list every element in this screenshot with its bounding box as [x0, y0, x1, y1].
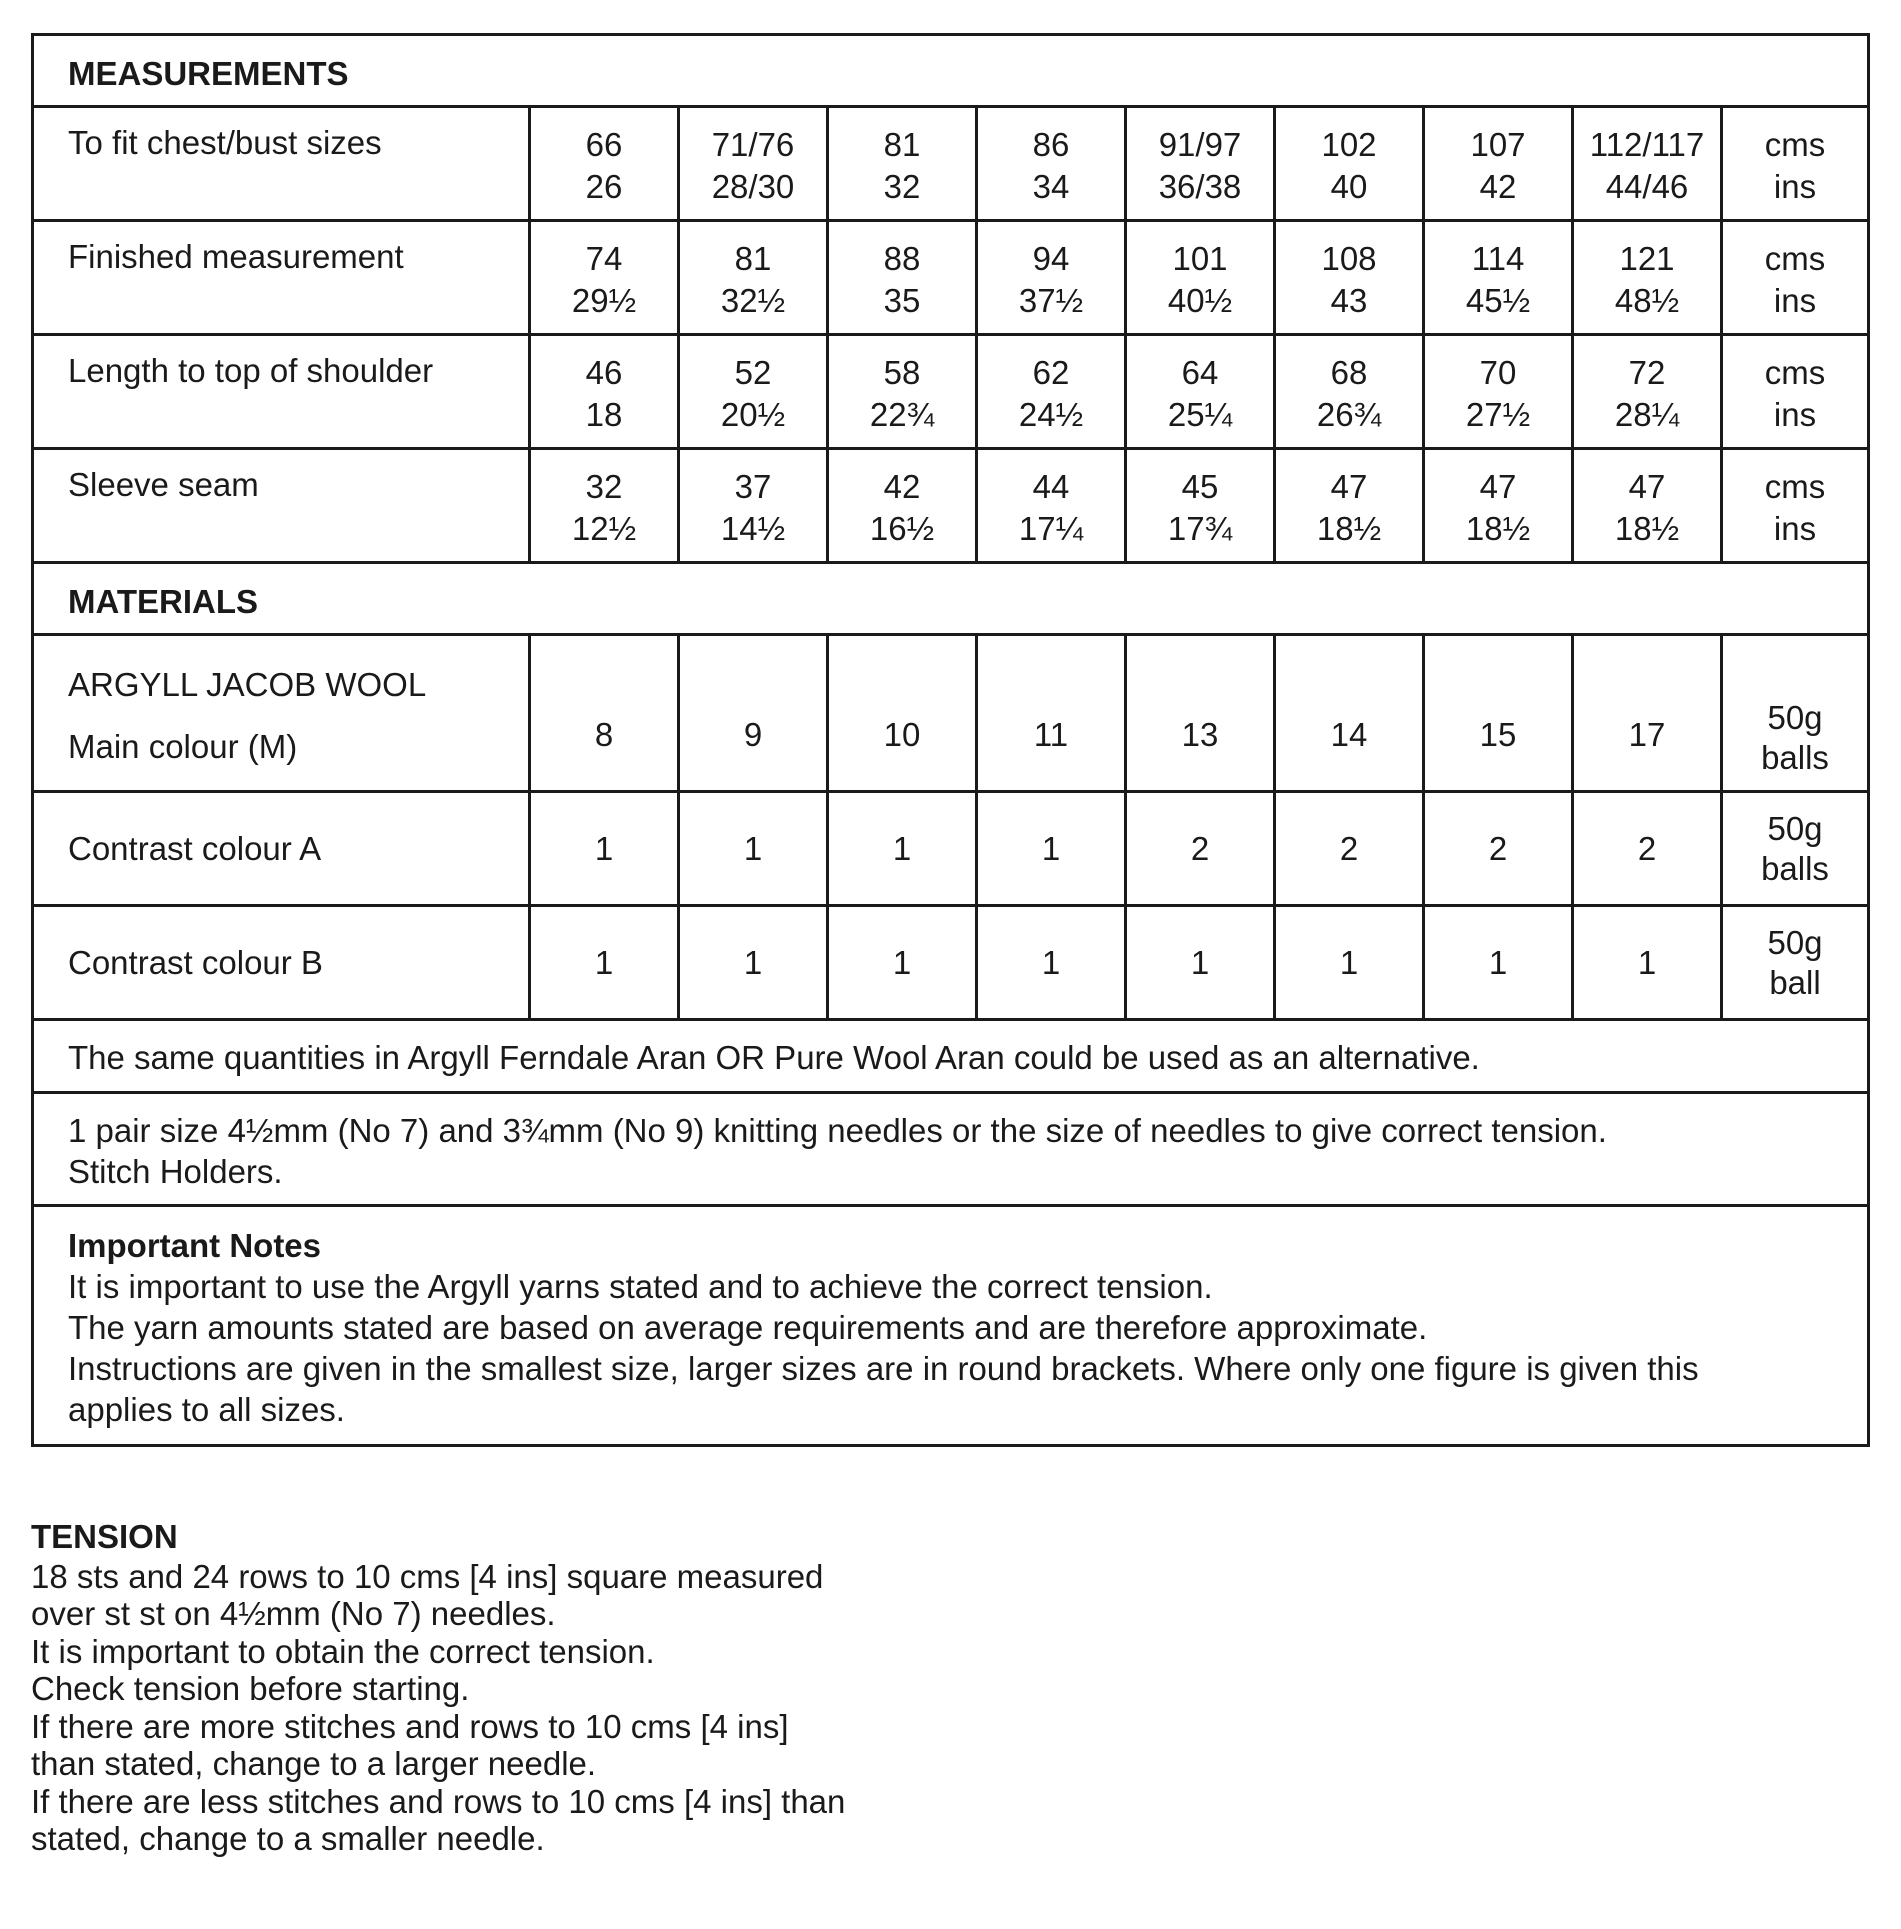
size-cell: 101 40½	[1127, 222, 1276, 333]
quantity-cell: 14	[1276, 636, 1425, 790]
unit-cell: 50g balls	[1761, 809, 1829, 887]
unit-cell: cms ins	[1764, 126, 1826, 205]
size-cell: 94 37½	[978, 222, 1127, 333]
row-label: Contrast colour A	[34, 793, 531, 904]
size-cell: 81 32½	[680, 222, 829, 333]
size-cell: 74 29½	[531, 222, 680, 333]
size-cell: 114 45½	[1425, 222, 1574, 333]
unit-cell: cms ins	[1764, 354, 1826, 433]
tension-line: If there are more stitches and rows to 10 cms [4 ins]	[31, 1707, 789, 1745]
row-label: Length to top of shoulder	[34, 336, 531, 447]
notes-line: The yarn amounts stated are based on average requirements and are therefore approximate.	[68, 1309, 1428, 1346]
measurement-row-chest	[34, 108, 1867, 222]
size-cell: 108 43	[1276, 222, 1425, 333]
notes-line: applies to all sizes.	[68, 1391, 345, 1428]
quantity-cell: 8	[531, 636, 680, 790]
material-row-contrast-a	[34, 793, 1867, 907]
tension-line: If there are less stitches and rows to 10 cms [4 ins] than	[31, 1782, 846, 1820]
unit-cell: cms ins	[1764, 240, 1826, 319]
notes-line: It is important to use the Argyll yarns stated and to achieve the correct tension.	[68, 1268, 1213, 1305]
size-cell: 68 26¾	[1276, 336, 1425, 447]
size-cell: 46 18	[531, 336, 680, 447]
material-row-contrast-b	[34, 907, 1867, 1021]
quantity-cell: 9	[680, 636, 829, 790]
quantity-cell: 1	[531, 793, 680, 904]
size-cell: 112/117 44/46	[1574, 108, 1723, 219]
size-cell: 64 25¼	[1127, 336, 1276, 447]
unit-cell: cms ins	[1764, 468, 1826, 547]
measurement-row-length	[34, 336, 1867, 450]
quantity-cell: 1	[680, 793, 829, 904]
tension-line: 18 sts and 24 rows to 10 cms [4 ins] square measured	[31, 1557, 824, 1595]
tension-line: over st st on 4½mm (No 7) needles.	[31, 1595, 556, 1632]
size-cell: 86 34	[978, 108, 1127, 219]
size-cell: 88 35	[829, 222, 978, 333]
important-notes	[34, 1207, 1867, 1444]
quantity-cell: 10	[829, 636, 978, 790]
quantity-cell: 1	[1127, 907, 1276, 1018]
material-row-main	[34, 636, 1867, 793]
size-cell: 72 28¼	[1574, 336, 1723, 447]
quantity-cell: 17	[1574, 636, 1723, 790]
size-cell: 45 17¾	[1127, 450, 1276, 561]
quantity-cell: 13	[1127, 636, 1276, 790]
pattern-info-table	[31, 33, 1870, 1447]
tension-line: stated, change to a smaller needle.	[31, 1820, 545, 1857]
measurement-row-finished	[34, 222, 1867, 336]
size-cell: 32 12½	[531, 450, 680, 561]
size-cell: 52 20½	[680, 336, 829, 447]
tension-line: Check tension before starting.	[31, 1670, 470, 1707]
unit-cell: 50g ball	[1767, 923, 1823, 1001]
measurement-row-sleeve	[34, 450, 1867, 564]
row-label: Contrast colour B	[34, 907, 531, 1018]
notes-line: Instructions are given in the smallest size, larger sizes are in round brackets. Where only one figure is given this	[68, 1350, 1699, 1387]
size-cell: 62 24½	[978, 336, 1127, 447]
size-cell: 47 18½	[1574, 450, 1723, 561]
quantity-cell: 1	[1425, 907, 1574, 1018]
row-label: ARGYLL JACOB WOOL Main colour (M)	[34, 636, 531, 790]
quantity-cell: 1	[978, 793, 1127, 904]
size-cell: 91/97 36/38	[1127, 108, 1276, 219]
size-cell: 102 40	[1276, 108, 1425, 219]
size-cell: 44 17¼	[978, 450, 1127, 561]
materials-heading: MATERIALS	[34, 564, 1867, 636]
tension-line: than stated, change to a larger needle.	[31, 1745, 597, 1782]
quantity-cell: 1	[829, 793, 978, 904]
size-cell: 66 26	[531, 108, 680, 219]
quantity-cell: 1	[1574, 907, 1723, 1018]
size-cell: 71/76 28/30	[680, 108, 829, 219]
notes-title: Important Notes	[68, 1227, 322, 1264]
quantity-cell: 1	[829, 907, 978, 1018]
quantity-cell: 2	[1574, 793, 1723, 904]
size-cell: 37 14½	[680, 450, 829, 561]
size-cell: 58 22¾	[829, 336, 978, 447]
size-cell: 81 32	[829, 108, 978, 219]
size-cell: 70 27½	[1425, 336, 1574, 447]
row-label: To fit chest/bust sizes	[34, 108, 531, 219]
alternative-yarn-note: The same quantities in Argyll Ferndale Aran OR Pure Wool Aran could be used as an alternative.	[34, 1021, 1867, 1094]
quantity-cell: 2	[1425, 793, 1574, 904]
quantity-cell: 1	[1276, 907, 1425, 1018]
quantity-cell: 2	[1127, 793, 1276, 904]
tension-line: It is important to obtain the correct tension.	[31, 1632, 655, 1670]
quantity-cell: 1	[531, 907, 680, 1018]
row-label: Sleeve seam	[34, 450, 531, 561]
quantity-cell: 11	[978, 636, 1127, 790]
size-cell: 47 18½	[1425, 450, 1574, 561]
measurements-heading: MEASUREMENTS	[34, 36, 1867, 108]
size-cell: 42 16½	[829, 450, 978, 561]
needles-note: 1 pair size 4½mm (No 7) and 3¾mm (No 9) knitting needles or the size of needles to give correct tension. Stitch Holders.	[34, 1094, 1867, 1207]
unit-cell: 50g balls	[1761, 699, 1829, 776]
quantity-cell: 15	[1425, 636, 1574, 790]
quantity-cell: 2	[1276, 793, 1425, 904]
tension-title: TENSION	[31, 1518, 178, 1555]
size-cell: 47 18½	[1276, 450, 1425, 561]
size-cell: 107 42	[1425, 108, 1574, 219]
row-label: Finished measurement	[34, 222, 531, 333]
tension-section	[31, 1518, 931, 1858]
quantity-cell: 1	[680, 907, 829, 1018]
size-cell: 121 48½	[1574, 222, 1723, 333]
quantity-cell: 1	[978, 907, 1127, 1018]
